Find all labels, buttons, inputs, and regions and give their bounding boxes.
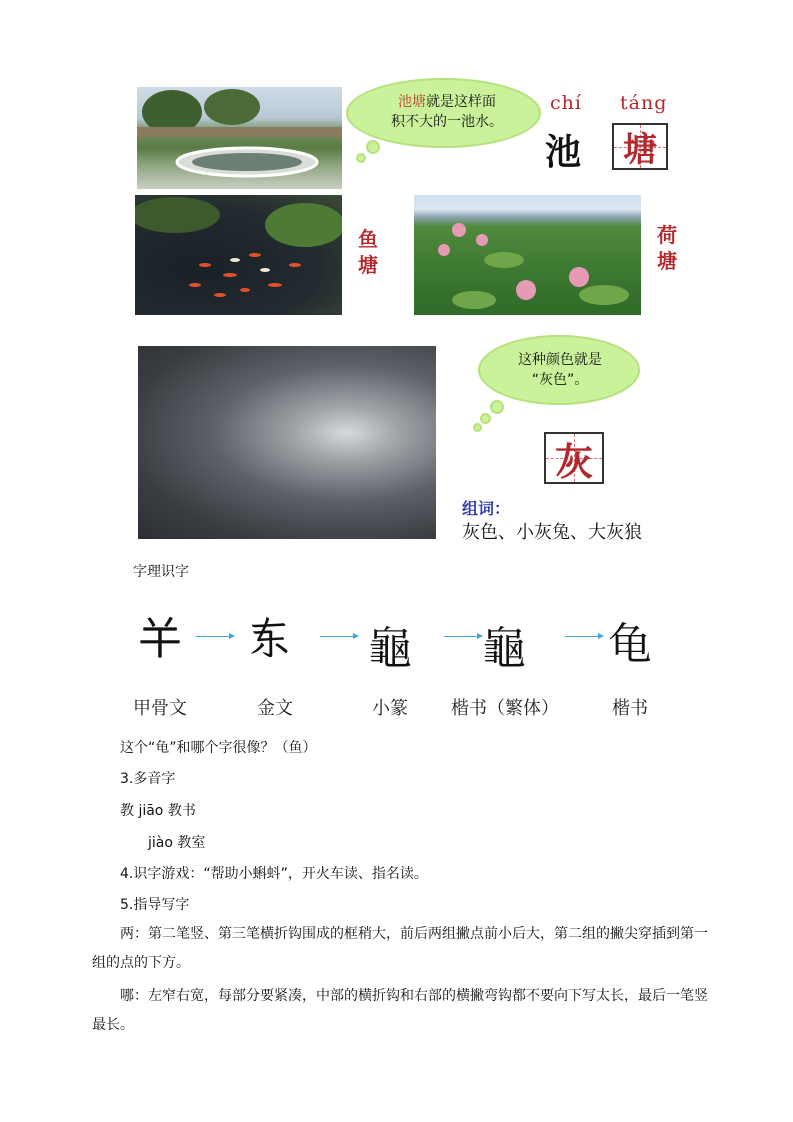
bubble-dot [473, 423, 482, 432]
bubble-gray-text [490, 350, 630, 390]
polyphone-jiao4: jiào 教室 [148, 835, 206, 851]
bubble-dot [480, 413, 491, 424]
highlight-word: 池塘 [398, 94, 426, 110]
label-regular: 楷书 [612, 698, 648, 719]
fish-pond-label: 鱼 塘 [358, 227, 378, 277]
label-traditional: 楷书（繁体） [451, 698, 559, 719]
section-heading-zili: 字理识字 [133, 564, 189, 580]
bubble-gray-line2: “灰色”。 [531, 372, 589, 388]
writing-guide-title: 5.指导写字 [120, 897, 190, 913]
glyph-regular: 龟 [608, 619, 652, 670]
char-tang: 塘 [623, 130, 657, 170]
evolution-arrow [444, 636, 478, 637]
glyph-bronze: 𫠣 [248, 613, 292, 664]
char-chi: 池 [545, 132, 582, 173]
lotus-pond-photo [414, 195, 641, 315]
label-bronze: 金文 [257, 698, 293, 719]
polyphone-title: 3.多音字 [120, 771, 176, 787]
evolution-arrow [196, 636, 230, 637]
glyph-seal: 龜 [368, 623, 412, 674]
char-hui: 灰 [554, 439, 593, 484]
lotus-pond-label: 荷 塘 [657, 223, 677, 273]
char-hui-grid [544, 432, 604, 484]
koi-pond-photo [135, 195, 342, 315]
glyph-oracle: 𢆉 [138, 614, 182, 665]
question-line: 这个“龟”和哪个字很像？（鱼） [120, 740, 317, 756]
label-seal: 小篆 [372, 698, 408, 719]
bubble-dot [356, 153, 366, 163]
label-oracle: 甲骨文 [133, 698, 187, 719]
glyph-traditional: 龜 [482, 623, 526, 674]
polyphone-jiao1: 教 jiāo 教书 [120, 803, 196, 819]
bubble-text-line1: 就是这样面 [426, 94, 496, 110]
bubble-text-line2: 积不大的一池水。 [391, 114, 503, 130]
bubble-dot [366, 140, 380, 154]
game-line: 4.识字游戏：“帮助小蝌蚪”，开火车读、指名读。 [120, 866, 428, 882]
char-tang-grid [612, 123, 668, 170]
pinyin-chi: chí [550, 92, 582, 114]
bubble-gray-line1: 这种颜色就是 [518, 352, 602, 368]
guide-na: 哪：左窄右宽，每部分要紧凑，中部的横折钩和右部的横撇弯钩都不要向下写太长，最后一笔竖最长。 [92, 988, 708, 1033]
garden-pond-photo [137, 87, 342, 189]
pinyin-tang: táng [620, 92, 668, 114]
evolution-arrow [565, 636, 599, 637]
guide-liang: 两：第二笔竖、第三笔横折钩围成的框稍大，前后两组撇点前小后大，第二组的撇尖穿插到第一组的点的下方。 [92, 926, 708, 971]
zuci-words: 灰色、小灰兔、大灰狼 [462, 522, 642, 543]
zuci-label: 组词： [462, 499, 511, 518]
storm-cloud-photo [138, 346, 436, 539]
bubble-pond-text [362, 92, 532, 132]
evolution-arrow [320, 636, 354, 637]
bubble-dot [490, 400, 504, 414]
